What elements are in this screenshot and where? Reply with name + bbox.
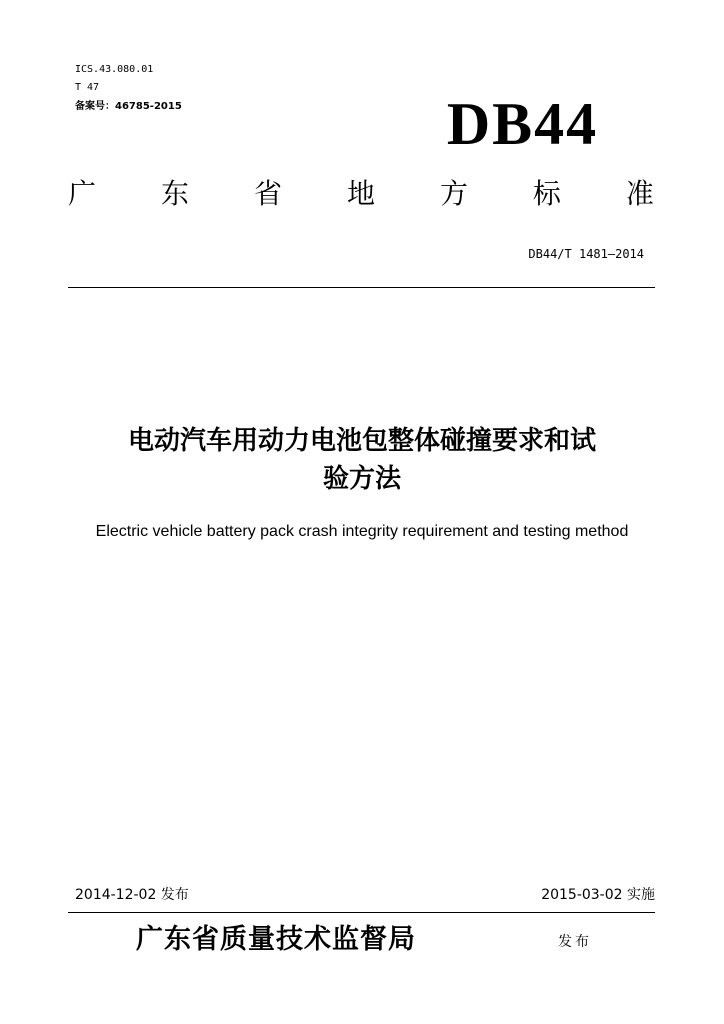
- db44-logo: DB44: [446, 91, 599, 157]
- english-title: Electric vehicle battery pack crash integrity requirement and testing method: [95, 523, 629, 540]
- chinese-title-line-2: 验方法: [322, 464, 401, 494]
- ics-code: ICS.43.080.01: [75, 64, 154, 75]
- issuer-name: 广东省质量技术监督局: [136, 924, 416, 955]
- classification-code: T 47: [75, 82, 100, 93]
- standard-type-char: 广: [68, 177, 97, 210]
- issue-date: 2014-12-02 发布: [75, 887, 189, 903]
- standard-type-char: 东: [160, 177, 189, 210]
- record-number: 备案号：46785-2015: [75, 101, 182, 112]
- standard-type-char: 准: [625, 177, 654, 210]
- standard-type-char: 方: [439, 177, 468, 210]
- chinese-title-line-1: 电动汽车用动力电池包整体碰撞要求和试: [127, 426, 596, 456]
- standard-type-char: 标: [532, 177, 561, 210]
- standard-code: DB44/T 1481—2014: [528, 247, 644, 261]
- chinese-title: [64, 422, 660, 498]
- standard-type-char: 地: [346, 177, 375, 210]
- implementation-date: 2015-03-02 实施: [541, 887, 655, 903]
- bottom-divider: [68, 912, 655, 913]
- top-divider: [68, 287, 655, 288]
- standard-type-heading: [68, 172, 654, 216]
- standard-type-char: 省: [253, 177, 282, 210]
- issuer-publish-label: 发布: [558, 934, 592, 950]
